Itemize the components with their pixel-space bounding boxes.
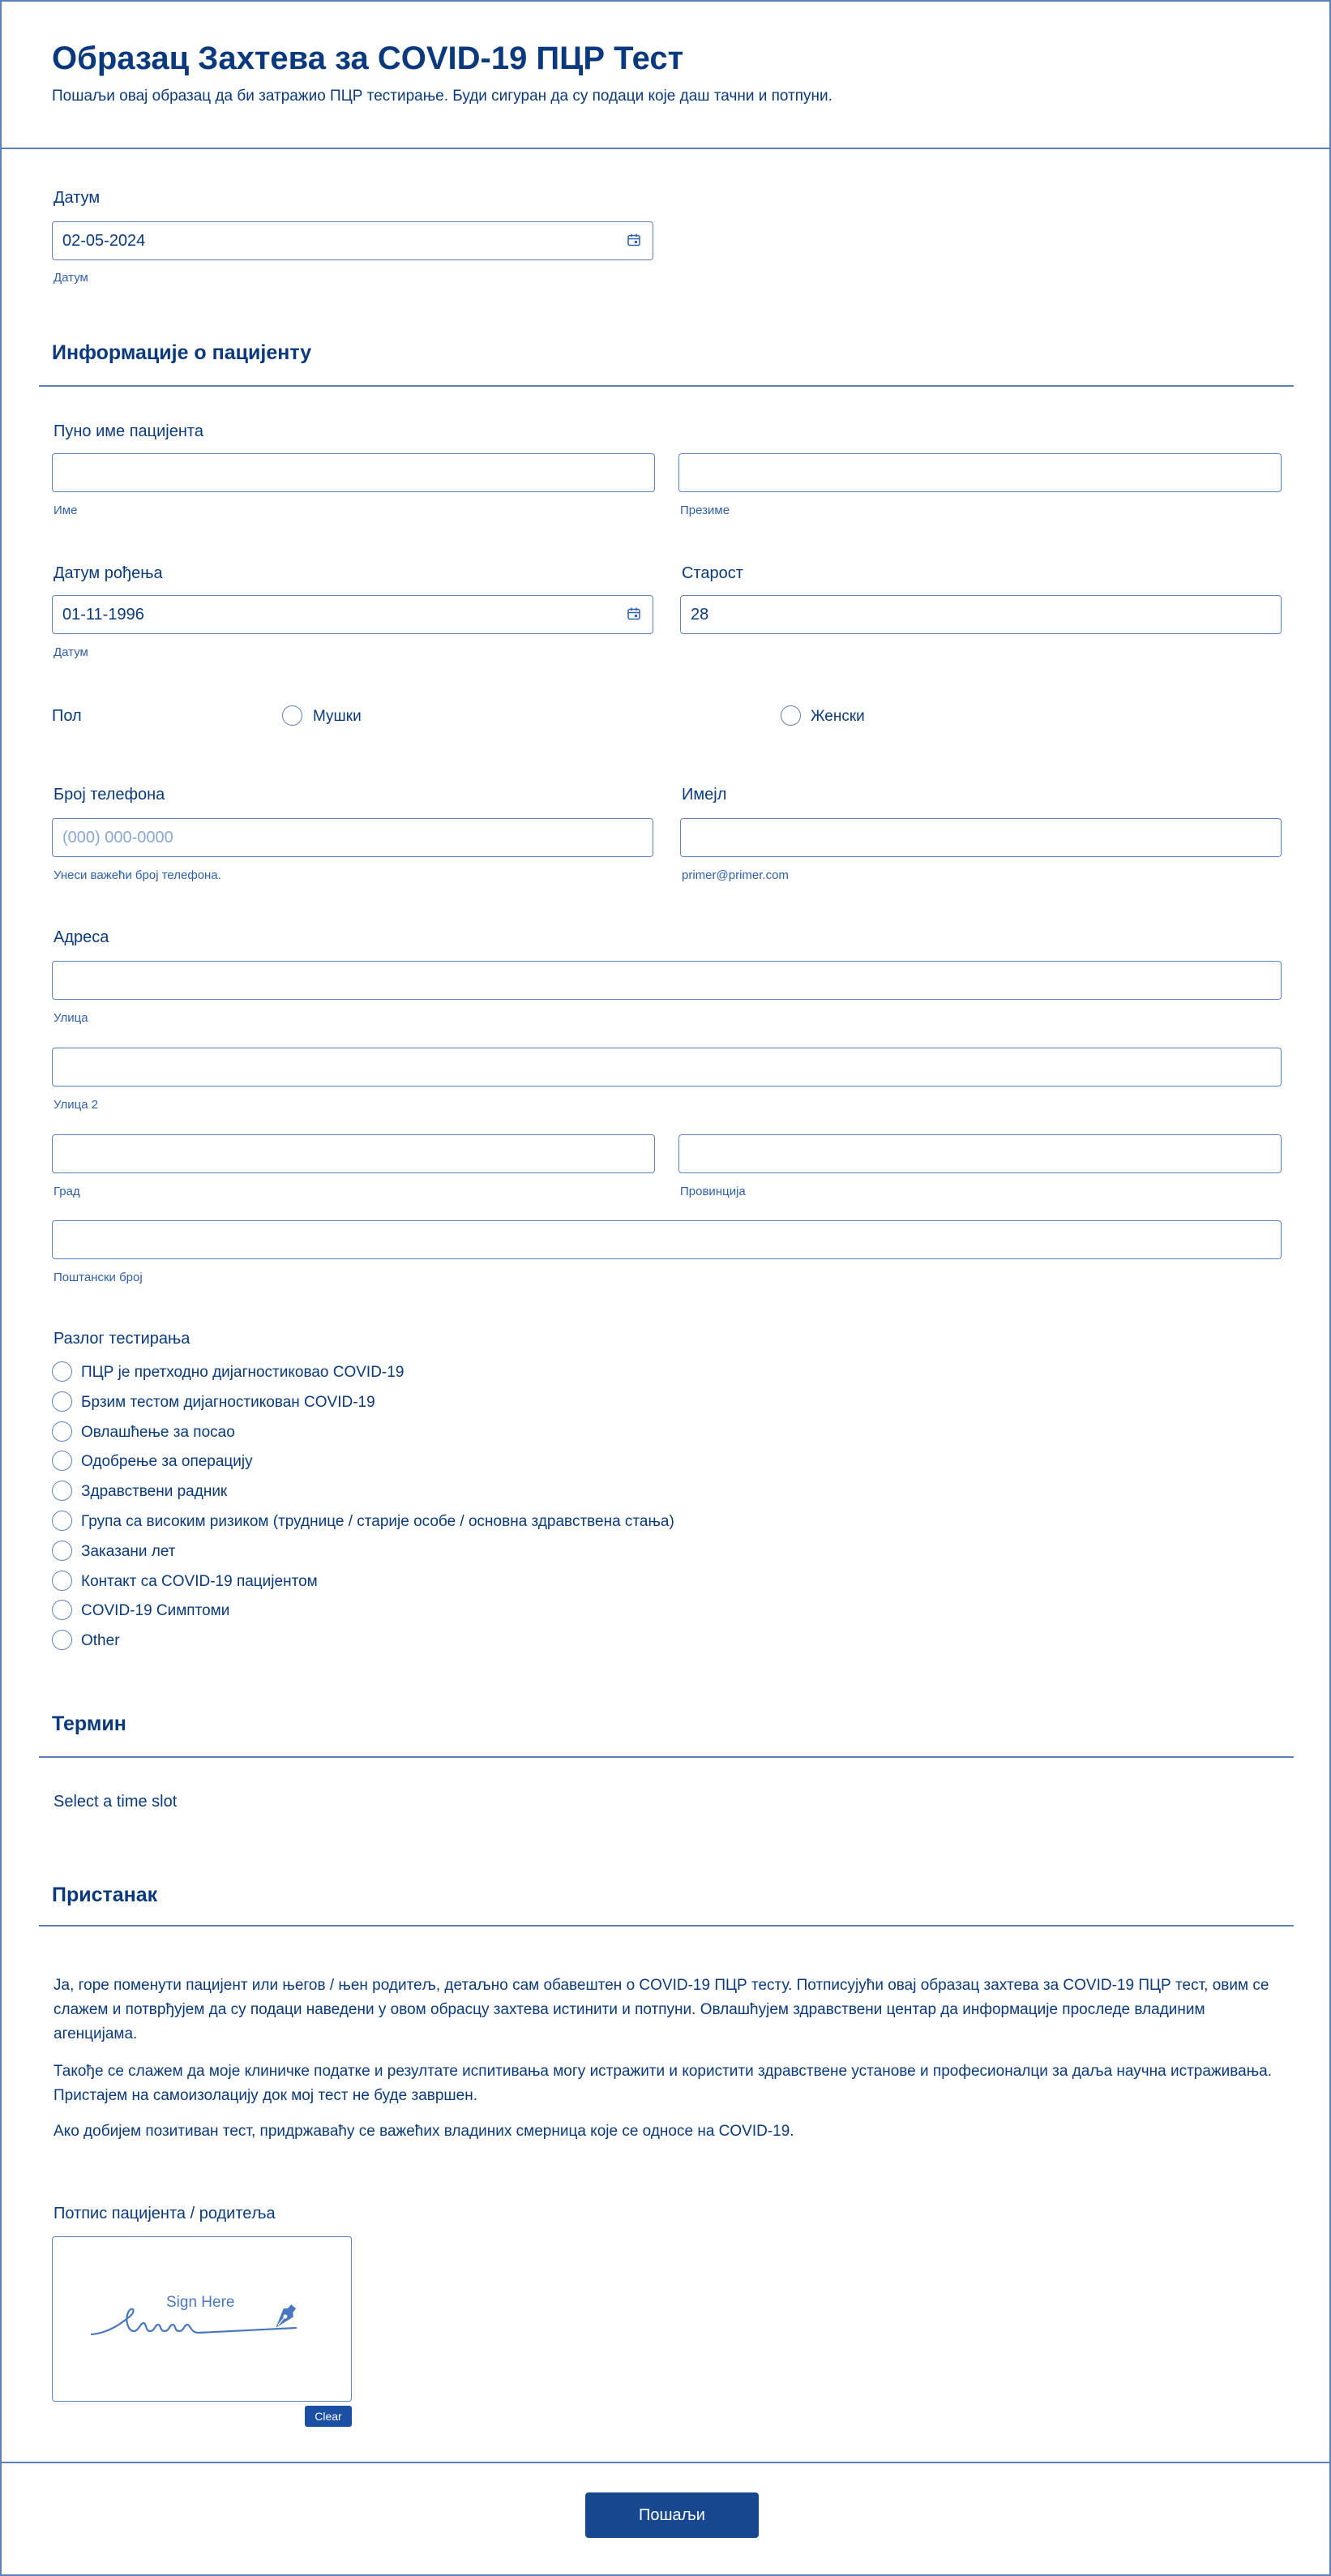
reason-radio[interactable]	[52, 1451, 72, 1471]
reason-radio[interactable]	[52, 1511, 72, 1531]
date-sublabel: Датум	[53, 271, 88, 285]
submit-button[interactable]: Пошаљи	[585, 2492, 759, 2538]
first-name-input[interactable]	[52, 453, 655, 492]
reason-radio[interactable]	[52, 1630, 72, 1650]
postal-code-input[interactable]	[52, 1220, 1282, 1259]
signature-pad[interactable]	[52, 2236, 352, 2402]
signature-hint: Sign Here	[166, 2294, 235, 2311]
reason-option-label: Одобрење за операцију	[81, 1453, 253, 1470]
section-divider	[39, 1756, 1294, 1758]
reason-option-label: Заказани лет	[81, 1543, 176, 1560]
reason-radio[interactable]	[52, 1391, 72, 1412]
reason-option-label: ПЦР је претходно дијагностиковао COVID-19	[81, 1364, 404, 1381]
reason-radio[interactable]	[52, 1481, 72, 1501]
consent-paragraph: Ако добијем позитиван тест, придржаваћу се важећих владиних смерница које се односе на COVID-19.	[53, 2123, 794, 2140]
street-sublabel: Улица	[53, 1011, 88, 1025]
street-input[interactable]	[52, 961, 1282, 1000]
consent-paragraph: Такође се слажем да моје клиничке податке и резултате испитивања могу истражити и користити здравствене установе и професионалци за даља научна истраживања. Пристајем на самоизолацију док мој тест не буде завршен.	[53, 2063, 1272, 2104]
last-name-sublabel: Презиме	[680, 504, 730, 517]
date-input[interactable]	[52, 221, 653, 260]
consent-paragraph: Ја, горе поменути пацијент или његов / њен родитељ, детаљно сам обавештен о COVID-19 ПЦР тесту. Потписујући овај образац захтева за COVID-19 ПЦР тест, овим се слажем и потврђујем да су подаци наведени у овом обрасцу захтева истинити и потпуни. Овлашћујем здравствени центар да информације проследе владиним агенцијама.	[53, 1977, 1269, 2042]
address-label: Адреса	[53, 928, 109, 946]
reason-radio[interactable]	[52, 1541, 72, 1561]
reason-option-label: Здравствени радник	[81, 1483, 228, 1500]
time-slot-label: Select a time slot	[53, 1793, 178, 1811]
province-sublabel: Провинција	[680, 1185, 746, 1198]
section-divider	[39, 385, 1294, 387]
email-sublabel: primer@primer.com	[682, 868, 789, 882]
reason-option-label: COVID-19 Симптоми	[81, 1602, 230, 1619]
clear-signature-button[interactable]: Clear	[305, 2406, 352, 2427]
birth-date-label: Датум рођења	[53, 564, 163, 582]
reason-option-label: Брзим тестом дијагностикован COVID-19	[81, 1394, 375, 1411]
first-name-sublabel: Име	[53, 504, 78, 517]
reason-radio[interactable]	[52, 1361, 72, 1382]
gender-option-label: Женски	[811, 708, 865, 725]
section-title-consent: Пристанак	[52, 1884, 158, 1906]
phone-input[interactable]	[52, 818, 653, 857]
city-input[interactable]	[52, 1134, 655, 1173]
street2-sublabel: Улица 2	[53, 1098, 99, 1112]
street2-input[interactable]	[52, 1048, 1282, 1087]
email-input[interactable]	[680, 818, 1282, 857]
reason-radio[interactable]	[52, 1600, 72, 1620]
reason-radio[interactable]	[52, 1571, 72, 1591]
calendar-icon[interactable]	[627, 606, 641, 621]
reason-option-label: Контакт са COVID-19 пацијентом	[81, 1573, 318, 1590]
date-label: Датум	[53, 189, 101, 207]
section-divider	[39, 1925, 1294, 1927]
reason-option-label: Other	[81, 1632, 120, 1649]
province-input[interactable]	[678, 1134, 1282, 1173]
phone-label: Број телефона	[53, 786, 165, 804]
last-name-input[interactable]	[678, 453, 1282, 492]
form-subtitle: Пошаљи овај образац да би затражио ПЦР тестирање. Буди сигуран да су подаци које даш тачни и потпуни.	[52, 88, 832, 105]
birth-date-sublabel: Датум	[53, 645, 88, 659]
gender-radio-female[interactable]	[781, 705, 801, 726]
calendar-icon[interactable]	[627, 233, 641, 247]
gender-radio-male[interactable]	[282, 705, 302, 726]
phone-sublabel: Унеси важећи број телефона.	[53, 868, 221, 882]
gender-label: Пол	[52, 707, 82, 725]
reason-radio[interactable]	[52, 1421, 72, 1442]
gender-option-label: Мушки	[313, 708, 362, 725]
form-title: Образац Захтева за COVID-19 ПЦР Тест	[52, 41, 684, 76]
age-label: Старост	[682, 564, 743, 582]
full-name-label: Пуно име пацијента	[53, 422, 203, 440]
age-input[interactable]	[680, 595, 1282, 634]
postal-code-sublabel: Поштански број	[53, 1271, 143, 1284]
reason-option-label: Група са високим ризиком (труднице / старије особе / основна здравствена стања)	[81, 1513, 674, 1530]
reason-option-label: Овлашћење за посао	[81, 1424, 235, 1441]
section-title-appointment: Термин	[52, 1712, 126, 1735]
form-header	[2, 2, 1329, 149]
email-label: Имејл	[682, 786, 727, 804]
city-sublabel: Град	[53, 1185, 80, 1198]
footer-divider	[2, 2462, 1329, 2463]
birth-date-input[interactable]	[52, 595, 653, 634]
section-title-patient: Информације о пацијенту	[52, 341, 312, 364]
signature-label: Потпис пацијента / родитеља	[53, 2205, 276, 2222]
reason-label: Разлог тестирања	[53, 1330, 190, 1348]
